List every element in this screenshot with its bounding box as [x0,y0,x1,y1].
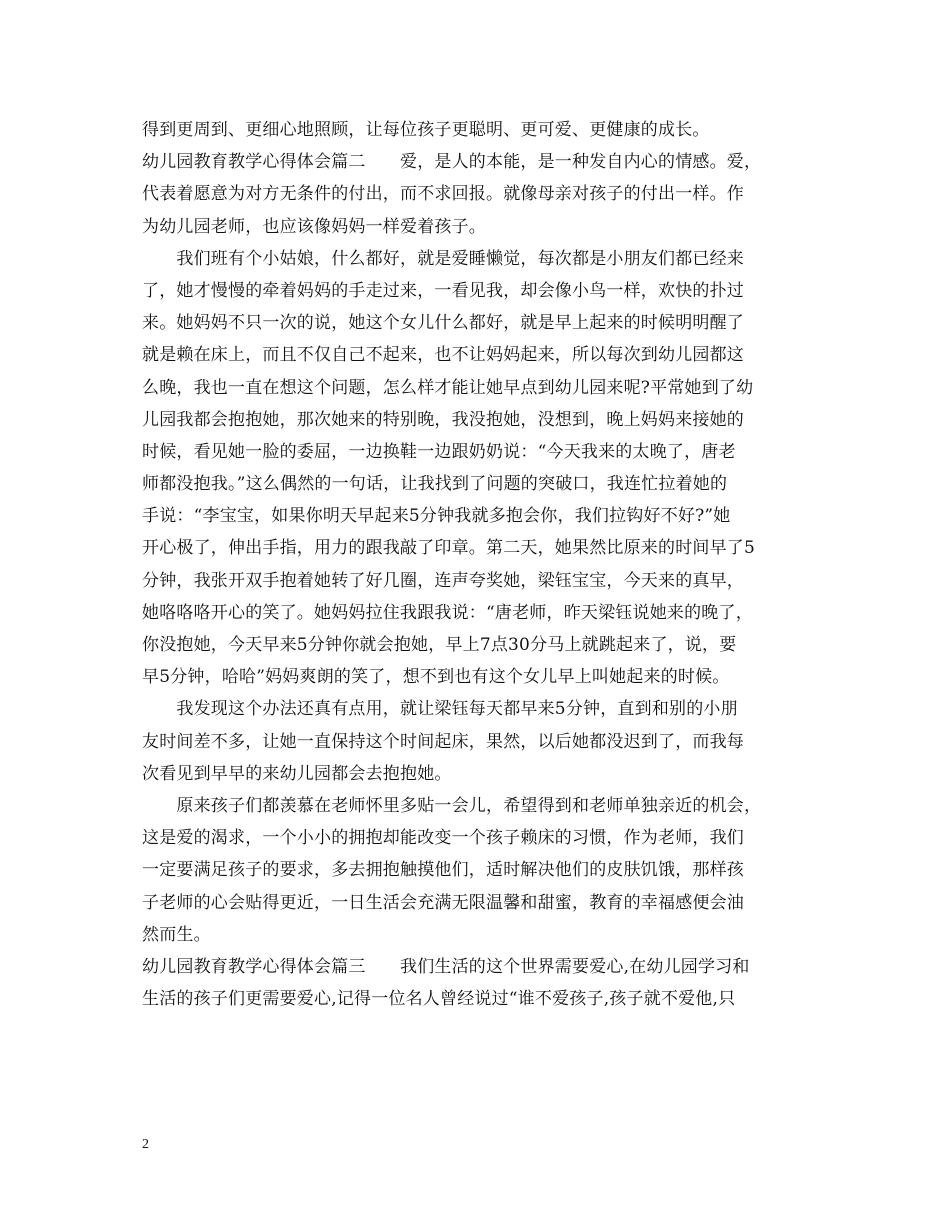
text-line: 早5分钟，哈哈”妈妈爽朗的笑了，想不到也有这个女儿早上叫她起来的时候。 [142,667,730,688]
text-line: 了，她才慢慢的牵着妈妈的手走过来，一看见我，却会像小鸟一样，欢快的扑过 [142,280,744,301]
text-line: 时候，看见她一脸的委屈，一边换鞋一边跟奶奶说：“今天我来的太晚了，唐老 [142,441,736,462]
text-line: 开心极了，伸出手指，用力的跟我敲了印章。第二天，她果然比原来的时间早了5 [142,538,756,559]
text-line: 师都没抱我。”这么偶然的一句话，让我找到了问题的突破口，我连忙拉着她的 [142,474,728,495]
body-text [142,114,812,1015]
text-line: 儿园我都会抱抱她，那次她来的特别晚，我没抱她，没想到，晚上妈妈来接她的 [142,409,744,430]
text-line: 么晚，我也一直在想这个问题，怎么样才能让她早点到幼儿园来呢?平常她到了幼 [142,377,754,398]
text-line: 一定要满足孩子的要求，多去拥抱触摸他们，适时解决他们的皮肤饥饿，那样孩 [142,860,744,881]
text-line: 手说：“李宝宝，如果你明天早起来5分钟我就多抱会你，我们拉钩好不好?”她 [142,506,731,527]
text-line: 我发现这个办法还真有点用，就让梁钰每天都早来5分钟，直到和别的小朋 [142,699,738,720]
text-line: 原来孩子们都羡慕在老师怀里多贴一会儿，希望得到和老师单独亲近的机会， [142,795,762,816]
text-line: 代表着愿意为对方无条件的付出，而不求回报。就像母亲对孩子的付出一样。作 [142,184,744,205]
text-line: 子老师的心会贴得更近，一日生活会充满无限温馨和甜蜜，教育的幸福感便会油 [142,892,744,913]
text-line: 次看见到早早的来幼儿园都会去抱抱她。 [142,763,452,784]
text-line: 生活的孩子们更需要爱心,记得一位名人曾经说过“谁不爱孩子,孩子就不爱他,只 [142,989,736,1010]
text-line: 然而生。 [142,924,211,945]
text-line: 你没抱她，今天早来5分钟你就会抱她，早上7点30分马上就跳起来了，说，要 [142,635,737,655]
text-line: 友时间差不多，让她一直保持这个时间起床，果然，以后她都没迟到了，而我每 [142,731,744,752]
text-line: 得到更周到、更细心地照顾，让每位孩子更聪明、更可爱、更健康的成长。 [142,120,710,140]
text-line: 分钟，我张开双手抱着她转了好几圈，连声夸奖她，梁钰宝宝，今天来的真早， [142,570,744,591]
text-line: 幼儿园教育教学心得体会篇二 爱，是人的本能，是一种发自内心的情感。爱， [142,152,762,173]
text-line: 我们班有个小姑娘，什么都好，就是爱睡懒觉，每次都是小朋友们都已经来 [142,248,744,269]
page-number: 2 [142,1137,149,1152]
text-line: 就是赖在床上，而且不仅自己不起来，也不让妈妈起来，所以每次到幼儿园都这 [142,345,744,366]
text-line: 她咯咯咯开心的笑了。她妈妈拉住我跟我说：“唐老师，昨天梁钰说她来的晚了， [142,602,753,623]
text-line: 幼儿园教育教学心得体会篇三 我们生活的这个世界需要爱心,在幼儿园学习和 [142,956,750,977]
text-line: 这是爱的渴求，一个小小的拥抱却能改变一个孩子赖床的习惯，作为老师，我们 [142,828,744,849]
text-line: 为幼儿园老师，也应该像妈妈一样爱着孩子。 [142,216,486,237]
text-line: 来。她妈妈不只一次的说，她这个女儿什么都好，就是早上起来的时候明明醒了 [142,313,744,334]
